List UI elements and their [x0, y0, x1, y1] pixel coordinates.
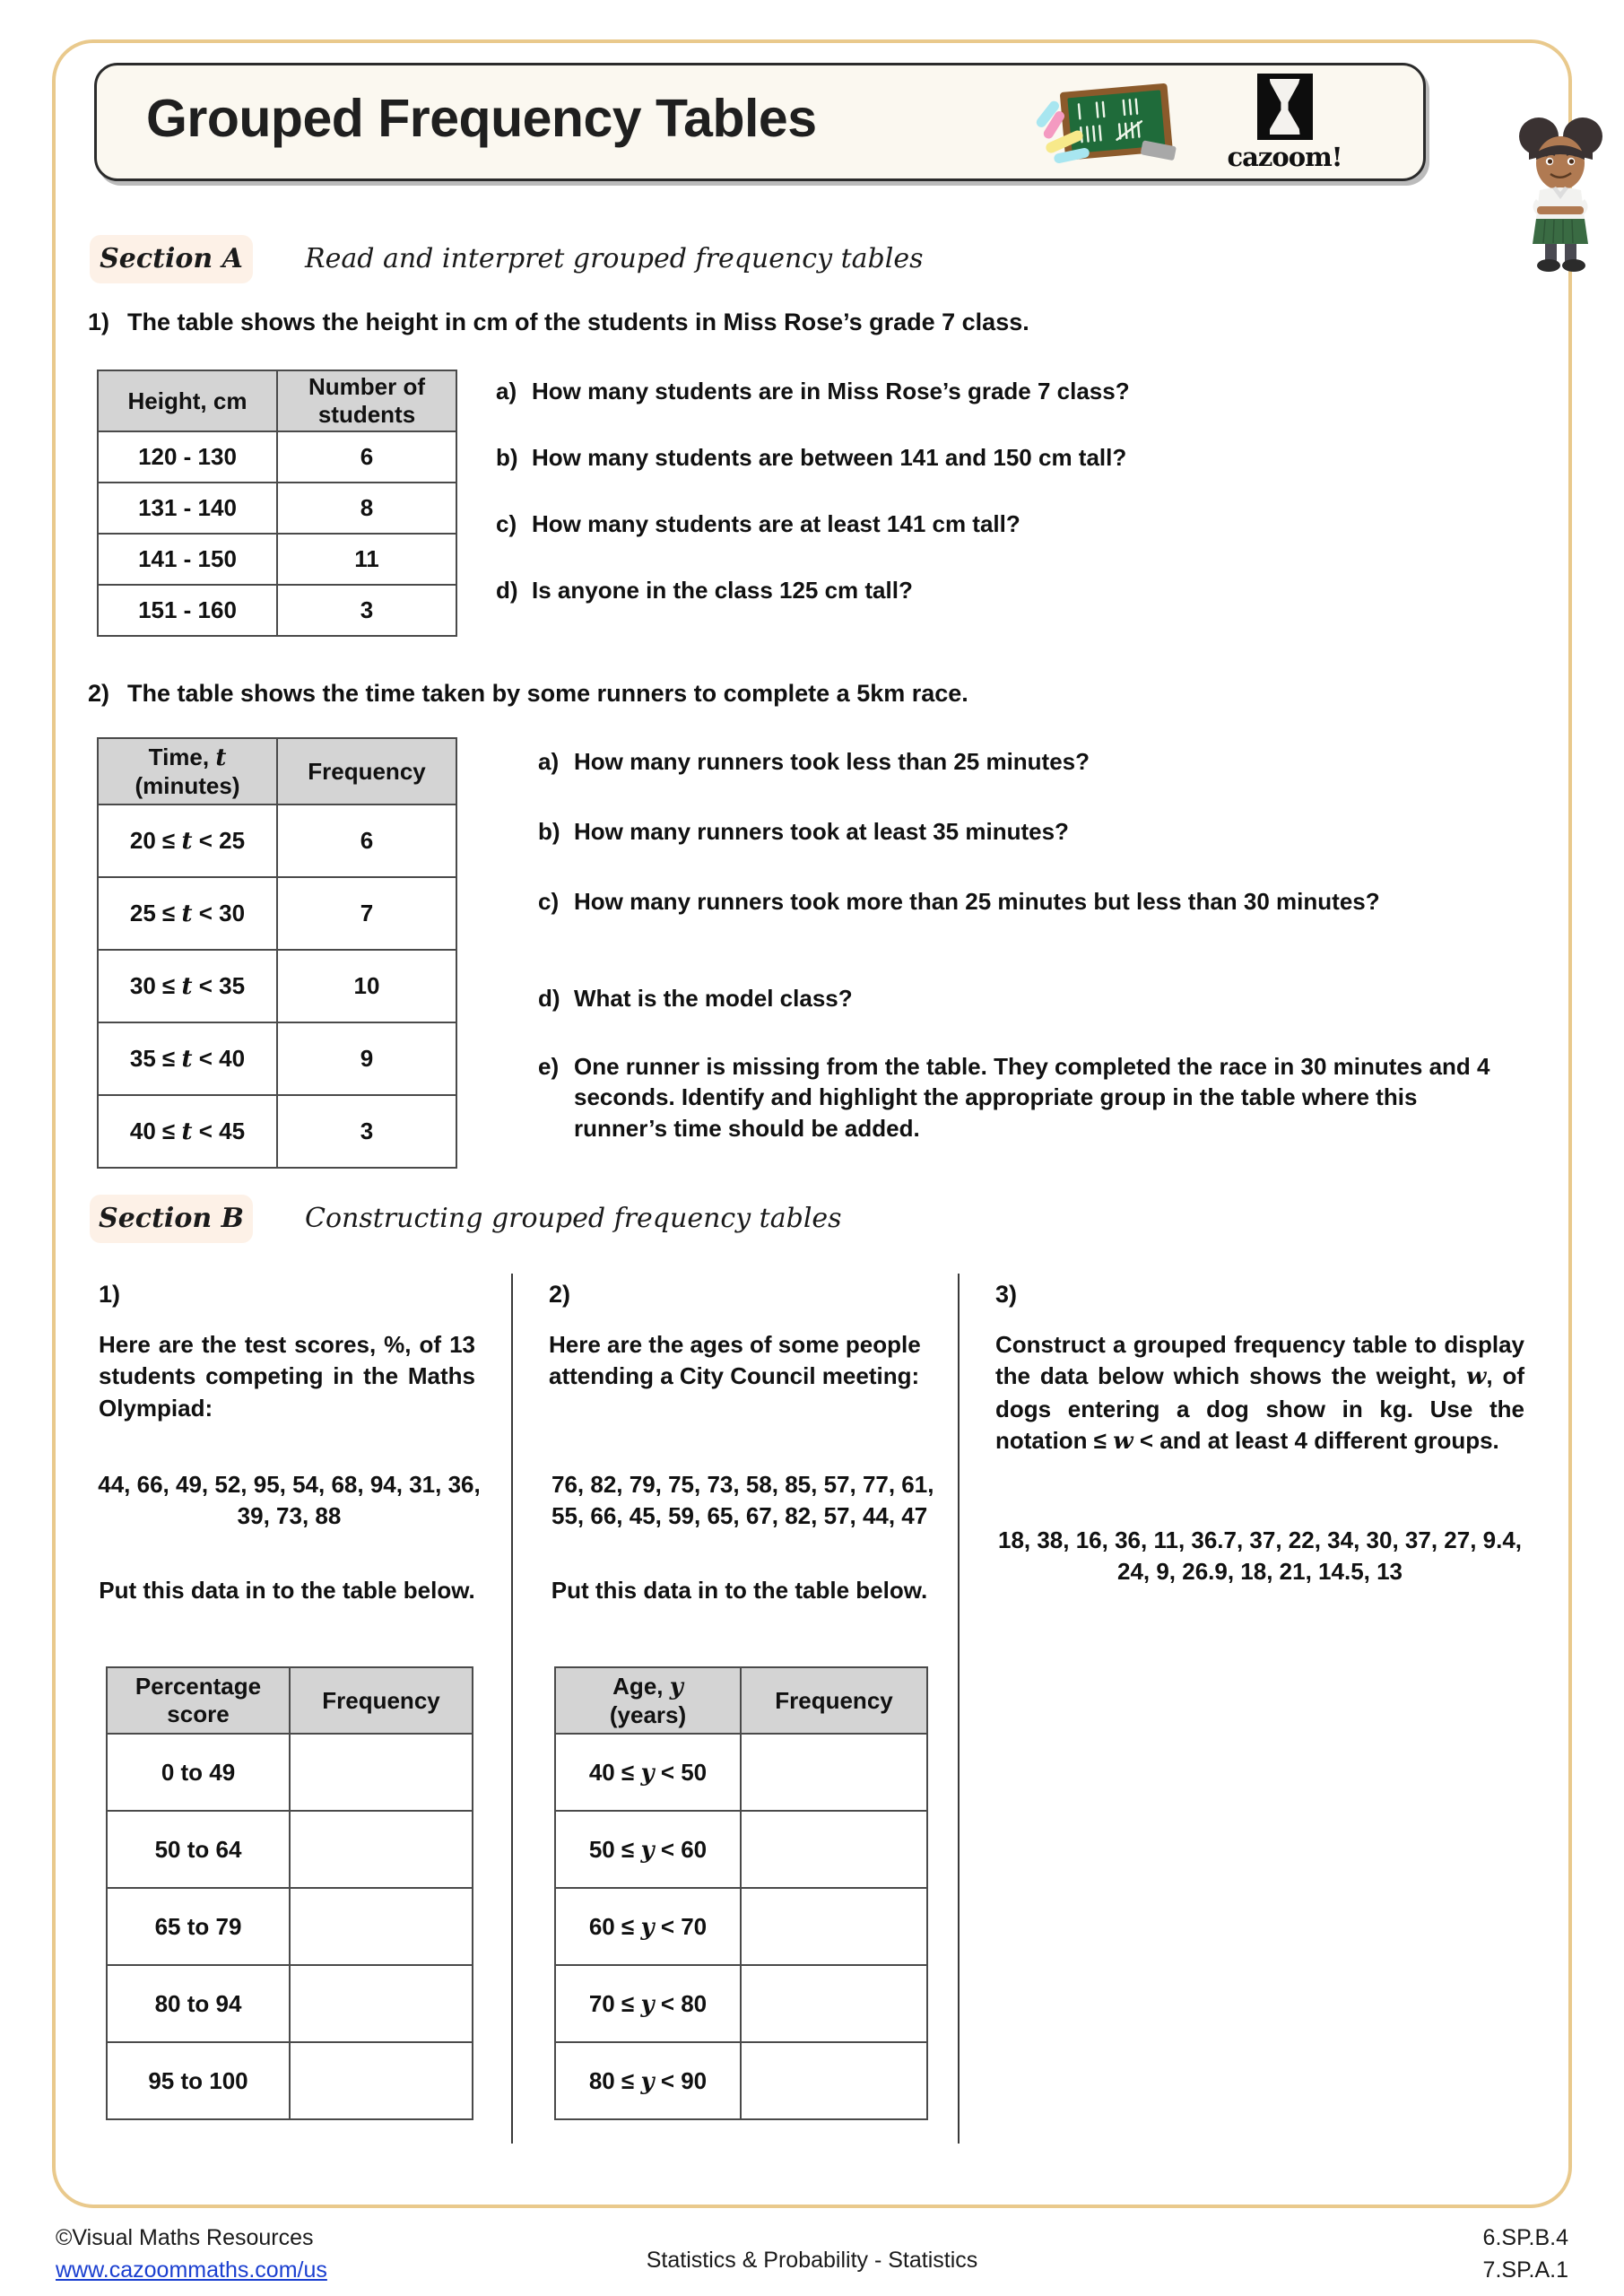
table-row [555, 2042, 927, 2119]
table-row [107, 1888, 473, 1965]
question-text: How many students are in Miss Rose’s grade 7 class? [532, 378, 1130, 404]
cell-student-count: 8 [277, 483, 456, 534]
footer-standards [1483, 2222, 1568, 2286]
section-b-q1-number: 1) [99, 1281, 121, 1308]
cell-student-count: 11 [277, 534, 456, 585]
question-label: b) [496, 444, 518, 471]
table-row [555, 1811, 927, 1888]
student-mascot-icon [1509, 113, 1612, 274]
cell-frequency: 7 [277, 877, 456, 950]
worksheet-header [94, 63, 1426, 181]
table-row [98, 877, 456, 950]
percentage-score-table [106, 1666, 473, 2120]
cell-frequency-blank[interactable] [290, 1888, 473, 1965]
cell-height-range: 151 - 160 [98, 585, 277, 636]
header-frequency: Frequency [290, 1667, 473, 1734]
question-text: What is the model class? [574, 985, 853, 1012]
cell-age-range: 80 ≤ y < 90 [555, 2042, 741, 2119]
standard-code-1: 6.SP.B.4 [1482, 2225, 1568, 2250]
question-text: How many runners took at least 35 minutes? [574, 818, 1069, 845]
chalkboard-tally-icon [1027, 77, 1202, 171]
question-a1-c [496, 509, 1482, 539]
cell-height-range: 141 - 150 [98, 534, 277, 585]
cell-student-count: 3 [277, 585, 456, 636]
question-a2-d [538, 983, 1515, 1013]
section-b-q1-instruction: Put this data in to the table below. [99, 1577, 475, 1604]
section-b-header [90, 1195, 1166, 1243]
cell-height-range: 131 - 140 [98, 483, 277, 534]
question-text: One runner is missing from the table. They completed the race in 30 minutes and 4 seconds. Identify and highlight the appropriate group in the table where this runner’s time should be added. [574, 1053, 1490, 1142]
cell-frequency-blank[interactable] [741, 1734, 927, 1811]
worksheet-footer [0, 2222, 1624, 2296]
section-b-q2-prompt: Here are the ages of some people attending a City Council meeting: [549, 1331, 921, 1390]
question-text: How many runners took more than 25 minutes but less than 30 minutes? [574, 888, 1380, 915]
cell-frequency-blank[interactable] [290, 1811, 473, 1888]
section-b-q1-prompt: Here are the test scores, %, of 13 students competing in the Maths Olympiad: [99, 1331, 475, 1422]
cell-frequency-blank[interactable] [290, 1965, 473, 2042]
table-header-row [555, 1667, 927, 1734]
cell-score-range: 65 to 79 [107, 1888, 290, 1965]
question-label: c) [538, 888, 560, 915]
section-b-q3-prompt: Construct a grouped frequency table to display the data below which shows the weight, w, of dogs entering a dog show in kg. Use the notation ≤ w < and at least 4 different groups. [995, 1331, 1524, 1456]
table-row [107, 1734, 473, 1811]
cell-time-range: 20 ≤ t < 25 [98, 804, 277, 877]
section-b-q3-data: 18, 38, 16, 36, 11, 36.7, 37, 22, 34, 30, 37, 27, 9.4, 24, 9, 26.9, 18, 21, 14.5, 13 [997, 1526, 1523, 1586]
question-a2-b [538, 816, 1515, 847]
section-b-q2-number: 2) [549, 1281, 571, 1308]
cell-height-range: 120 - 130 [98, 431, 277, 483]
height-frequency-table [97, 370, 457, 637]
table-row [98, 483, 456, 534]
question-label: b) [538, 818, 560, 845]
header-frequency: Frequency [741, 1667, 927, 1734]
question-label: c) [496, 510, 517, 537]
question-a2-c [538, 886, 1489, 917]
question-a1-number: 1) [88, 309, 110, 335]
header-frequency: Frequency [277, 738, 456, 804]
cell-frequency-blank[interactable] [741, 1965, 927, 2042]
question-a1-intro [88, 309, 1029, 336]
standard-code-2: 7.SP.A.1 [1482, 2257, 1568, 2283]
header-time: Time, t (minutes) [98, 738, 277, 804]
cell-time-range: 25 ≤ t < 30 [98, 877, 277, 950]
brand-name: cazoom! [1227, 142, 1342, 172]
question-a2-a [538, 746, 1515, 777]
cell-age-range: 40 ≤ y < 50 [555, 1734, 741, 1811]
cell-frequency: 3 [277, 1095, 456, 1168]
question-text: How many students are at least 141 cm tall? [532, 510, 1020, 537]
cell-student-count: 6 [277, 431, 456, 483]
section-b-q2-data: 76, 82, 79, 75, 73, 58, 85, 57, 77, 61, 55, 66, 45, 59, 65, 67, 82, 57, 44, 47 [551, 1471, 934, 1530]
question-label: d) [538, 985, 560, 1012]
header-percentage-score: Percentage score [107, 1667, 290, 1734]
question-a1-b [496, 442, 1482, 473]
cell-score-range: 0 to 49 [107, 1734, 290, 1811]
cell-frequency-blank[interactable] [741, 1888, 927, 1965]
section-a-label: Section A [100, 243, 243, 274]
table-row [107, 2042, 473, 2119]
copyright-text: ©Visual Maths Resources [56, 2225, 314, 2250]
question-a1-d [496, 575, 1482, 605]
question-a1-a [496, 376, 1482, 406]
table-row [555, 1888, 927, 1965]
question-label: d) [496, 577, 518, 604]
table-row [98, 950, 456, 1022]
cell-frequency-blank[interactable] [290, 1734, 473, 1811]
table-header-row [107, 1667, 473, 1734]
cell-frequency: 6 [277, 804, 456, 877]
section-a-header [90, 235, 1166, 283]
cell-score-range: 80 to 94 [107, 1965, 290, 2042]
section-b-q2-instruction: Put this data in to the table below. [551, 1577, 928, 1604]
page-title: Grouped Frequency Tables [146, 89, 817, 148]
footer-subject: Statistics & Probability - Statistics [646, 2248, 978, 2273]
table-row [107, 1965, 473, 2042]
header-number-of-students: Number of students [277, 370, 456, 431]
section-b-description: Constructing grouped frequency tables [305, 1203, 842, 1234]
question-text: Is anyone in the class 125 cm tall? [532, 577, 913, 604]
cell-time-range: 35 ≤ t < 40 [98, 1022, 277, 1095]
column-divider-2 [958, 1274, 960, 2144]
section-b-q1-data: 44, 66, 49, 52, 95, 54, 68, 94, 31, 36, 39, 73, 88 [98, 1471, 481, 1530]
header-height: Height, cm [98, 370, 277, 431]
cell-frequency-blank[interactable] [741, 1811, 927, 1888]
table-row [98, 804, 456, 877]
header-age: Age, y (years) [555, 1667, 741, 1734]
table-row [98, 585, 456, 636]
table-row [98, 431, 456, 483]
question-label: a) [496, 378, 517, 404]
cell-frequency: 10 [277, 950, 456, 1022]
time-frequency-table [97, 737, 457, 1169]
table-row [98, 1022, 456, 1095]
cell-score-range: 50 to 64 [107, 1811, 290, 1888]
table-row [98, 1095, 456, 1168]
table-row [555, 1965, 927, 2042]
question-a2-e [538, 1051, 1502, 1144]
table-row [107, 1811, 473, 1888]
cazoom-logo [1224, 74, 1345, 174]
age-frequency-table [554, 1666, 928, 2120]
cell-frequency: 9 [277, 1022, 456, 1095]
cell-age-range: 60 ≤ y < 70 [555, 1888, 741, 1965]
cell-frequency-blank[interactable] [290, 2042, 473, 2119]
question-a2-intro [88, 680, 968, 708]
hourglass-icon [1257, 74, 1313, 140]
cell-age-range: 70 ≤ y < 80 [555, 1965, 741, 2042]
question-label: e) [538, 1053, 560, 1080]
cell-frequency-blank[interactable] [741, 2042, 927, 2119]
question-a2-text: The table shows the time taken by some runners to complete a 5km race. [127, 680, 968, 707]
question-label: a) [538, 748, 560, 775]
section-b-label: Section B [99, 1203, 244, 1234]
table-header-row [98, 370, 456, 431]
question-a2-number: 2) [88, 680, 110, 707]
website-link[interactable]: www.cazoommaths.com/us [56, 2257, 327, 2283]
section-b-q3-number: 3) [995, 1281, 1018, 1308]
cell-age-range: 50 ≤ y < 60 [555, 1811, 741, 1888]
table-row [555, 1734, 927, 1811]
table-header-row [98, 738, 456, 804]
table-row [98, 534, 456, 585]
cell-time-range: 30 ≤ t < 35 [98, 950, 277, 1022]
section-a-description: Read and interpret grouped frequency tables [305, 243, 924, 274]
question-text: How many runners took less than 25 minutes? [574, 748, 1090, 775]
cell-time-range: 40 ≤ t < 45 [98, 1095, 277, 1168]
cell-score-range: 95 to 100 [107, 2042, 290, 2119]
question-text: How many students are between 141 and 150 cm tall? [532, 444, 1127, 471]
column-divider-1 [511, 1274, 513, 2144]
question-a1-text: The table shows the height in cm of the students in Miss Rose’s grade 7 class. [127, 309, 1029, 335]
